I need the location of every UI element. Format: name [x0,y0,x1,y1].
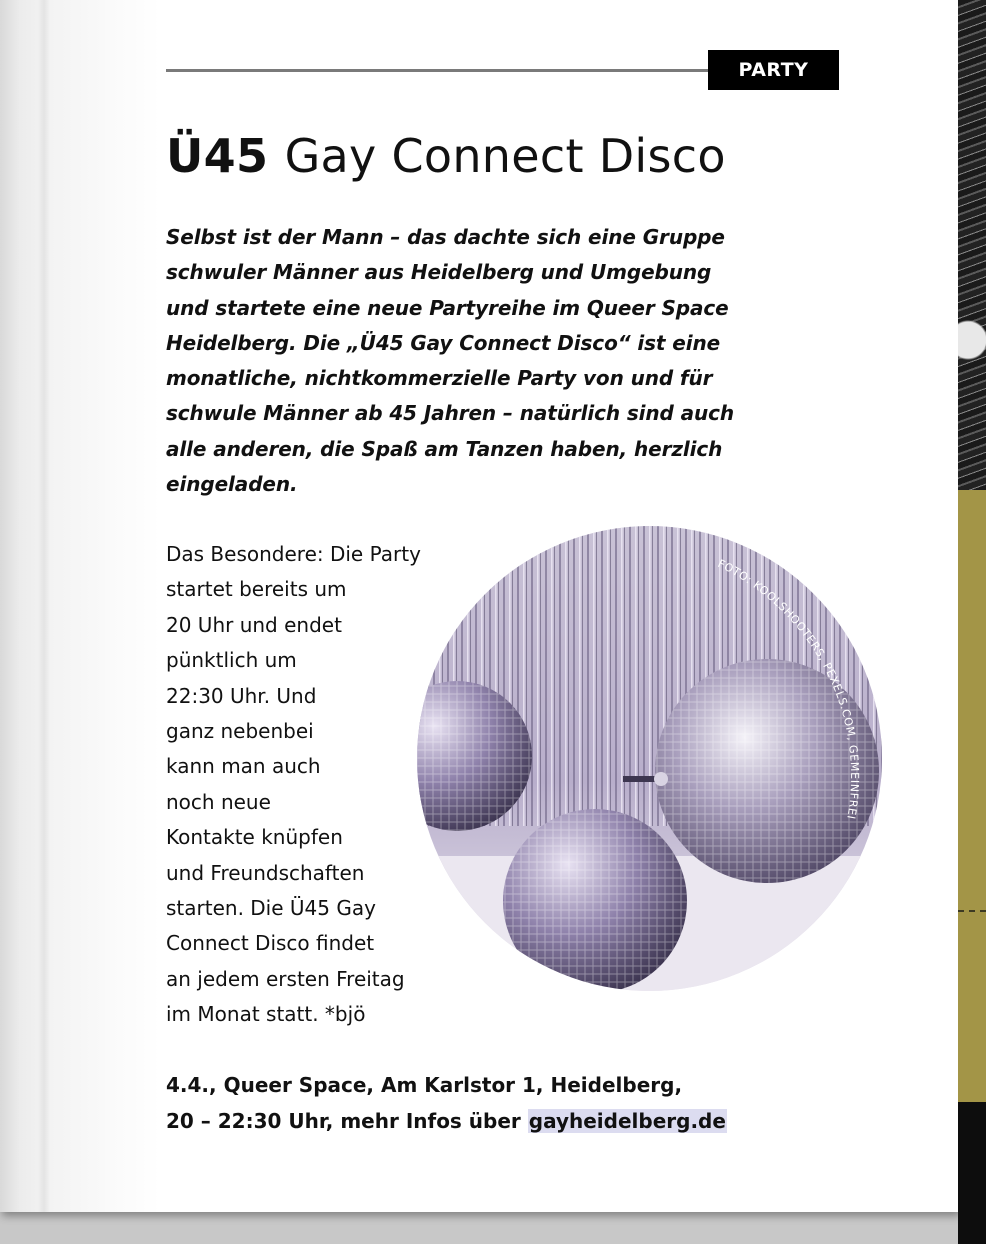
body-line: kann man auch [166,754,321,779]
body-line: und Freundschaften [166,860,365,885]
next-page-olive-band [958,490,986,1102]
page-gutter-shadow [38,0,50,1212]
body-line: 22:30 Uhr. Und [166,683,317,708]
event-info [166,1068,846,1139]
lead-line: Heidelberg. Die „Ü45 Gay Connect Disco“ ist eine [166,330,721,355]
section-tag: PARTY [708,50,839,90]
body-line: im Monat statt. *bjö [166,1002,366,1027]
event-info-time: 20 – 22:30 Uhr, mehr Infos über [166,1108,528,1133]
gayheidelberg-link[interactable]: gayheidelberg.de [528,1108,726,1133]
headline-regular: Gay Connect Disco [284,129,726,183]
lead-line: alle anderen, die Spaß am Tanzen haben, herzlich [166,436,723,461]
body-line: Connect Disco findet [166,931,375,956]
body-line: Das Besondere: Die Party [166,542,421,566]
next-page-dashed-line [958,910,986,912]
body-line: noch neue [166,789,271,814]
body-line: Kontakte knüpfen [166,825,343,850]
headline-bold: Ü45 [166,129,269,183]
event-info-line1: 4.4., Queer Space, Am Karlstor 1, Heidelberg, [166,1073,683,1097]
disco-ball-icon [417,526,882,991]
section-rule [166,69,711,72]
next-page-black-band [958,1102,986,1244]
photo-credit-text: FOTO: KOOLSHOOTERS, PEXELS.COM, GEMEINFREI [715,556,862,821]
body-line: 20 Uhr und endet [166,612,342,637]
article-headline [166,124,846,188]
body-line: an jedem ersten Freitag [166,966,405,991]
lead-line: eingeladen. [166,472,298,497]
disco-ball-photo [417,526,882,991]
body-line: ganz nebenbei [166,719,314,744]
lead-line: monatliche, nichtkommerzielle Party von und für [166,366,713,391]
body-line: starten. Die Ü45 Gay [166,896,376,921]
lead-line: Selbst ist der Mann – das dachte sich eine Gruppe [166,225,725,249]
lead-line: schwuler Männer aus Heidelberg und Umgebung [166,260,712,285]
event-info-line2 [166,1104,846,1140]
body-line: startet bereits um [166,577,347,602]
body-line: pünktlich um [166,648,297,673]
lead-line: und startete eine neue Partyreihe im Queer Space [166,295,729,320]
article-lead [166,220,846,502]
next-page-photo-strip [958,0,986,490]
lead-line: schwule Männer ab 45 Jahren – natürlich sind auch [166,401,735,426]
next-page-edge [958,0,986,1244]
